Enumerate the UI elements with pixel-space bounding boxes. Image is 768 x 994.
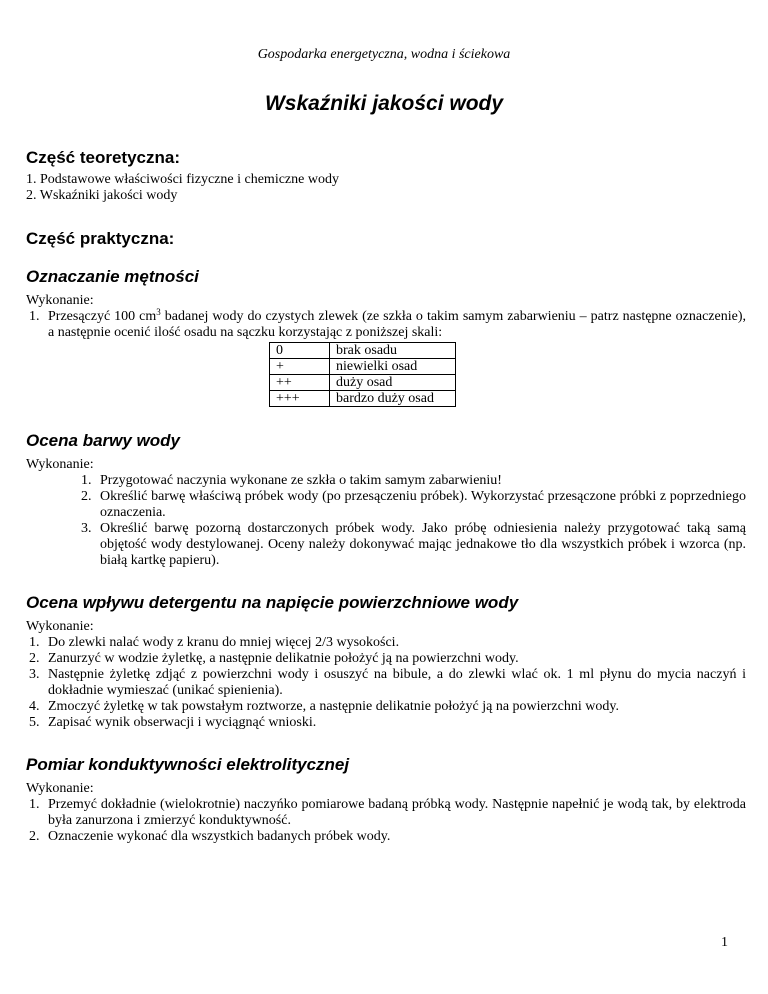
document-title: Wskaźniki jakości wody (264, 92, 504, 115)
color-steps (81, 473, 746, 569)
procedure-step (29, 699, 746, 715)
theory-item: 1. Podstawowe właściwości fizyczne i chemiczne wody (26, 172, 339, 187)
sediment-scale-table (269, 342, 456, 407)
running-header: Gospodarka energetyczna, wodna i ściekowa (257, 47, 511, 62)
theory-list (26, 172, 746, 204)
section-heading-detergent: Ocena wpływu detergentu na napięcie powierzchniowe wody (26, 593, 519, 612)
procedure-step (81, 521, 746, 569)
procedure-step (29, 667, 746, 699)
scale-symbol: 0 (270, 343, 330, 359)
section-heading-conductivity: Pomiar konduktywności elektrolitycznej (26, 755, 350, 774)
step-number: 3. (29, 667, 40, 682)
procedure-step (29, 715, 746, 731)
superscript-exponent: 3 (156, 307, 161, 317)
step-number: 2. (81, 489, 92, 504)
step-text: Następnie żyletkę zdjąć z powierzchni wody i osuszyć na bibule, a do zlewki wlać ok. 1 ml płynu do mycia naczyń i dokładnie wymieszać (unikać spienienia). (48, 667, 746, 698)
step-number: 3. (81, 521, 92, 536)
table-row (270, 391, 456, 407)
theory-item: 2. Wskaźniki jakości wody (26, 188, 178, 203)
step-number: 1. (29, 797, 40, 812)
scale-symbol: +++ (270, 391, 330, 407)
step-number: 1. (29, 309, 40, 324)
section-heading-color: Ocena barwy wody (26, 431, 180, 450)
theory-heading: Część teoretyczna: (26, 148, 181, 167)
practice-heading: Część praktyczna: (26, 229, 175, 248)
procedure-step (29, 307, 746, 341)
table-row (270, 375, 456, 391)
procedure-label: Wykonanie: (26, 457, 94, 472)
conductivity-steps (29, 797, 746, 845)
step-text-part: Przesączyć 100 cm (48, 309, 157, 324)
detergent-steps (29, 635, 746, 731)
page-number: 1 (721, 935, 728, 950)
step-number: 2. (29, 651, 40, 666)
section-heading-turbidity: Oznaczanie mętności (26, 267, 199, 286)
procedure-label: Wykonanie: (26, 293, 94, 308)
procedure-step (29, 829, 746, 845)
scale-description: bardzo duży osad (330, 391, 456, 407)
step-text: Zanurzyć w wodzie żyletkę, a następnie delikatnie położyć ją na powierzchni wody. (48, 651, 519, 666)
procedure-label: Wykonanie: (26, 619, 94, 634)
procedure-step (29, 797, 746, 829)
step-text-part: badanej wody do czystych zlewek (ze szkła o takim samym zabarwieniu – patrz następne oznaczenie), a następnie ocenić ilość osadu na sączku korzystając z poniższej skali: (48, 309, 746, 340)
step-text: Oznaczenie wykonać dla wszystkich badanych próbek wody. (48, 829, 391, 844)
step-number: 4. (29, 699, 40, 714)
step-text: Określić barwę pozorną dostarczonych próbek wody. Jako próbę odniesienia należy przygotować taką samą objętość wody destylowanej. Oceny należy dokonywać mając jednakowe tło dla wszystkich próbek i wzorca (np. białą kartkę papieru). (100, 521, 746, 568)
step-text: Przygotować naczynia wykonane ze szkła o takim samym zabarwieniu! (100, 473, 502, 488)
turbidity-steps (29, 307, 746, 341)
step-number: 5. (29, 715, 40, 730)
scale-description: brak osadu (330, 343, 456, 359)
step-text: Do zlewki nalać wody z kranu do mniej więcej 2/3 wysokości. (48, 635, 400, 650)
procedure-step (81, 473, 746, 489)
step-number: 2. (29, 829, 40, 844)
step-text: Zmoczyć żyletkę w tak powstałym roztworze, a następnie delikatnie położyć ją na powierzchni wody. (48, 699, 619, 714)
scale-description: niewielki osad (330, 359, 456, 375)
scale-symbol: + (270, 359, 330, 375)
table-row (270, 359, 456, 375)
procedure-label: Wykonanie: (26, 781, 94, 796)
step-text: Określić barwę właściwą próbek wody (po przesączeniu próbek). Wykorzystać przesączone próbki z poprzedniego oznaczenia. (100, 489, 746, 520)
scale-description: duży osad (330, 375, 456, 391)
step-number: 1. (81, 473, 92, 488)
step-text: Przemyć dokładnie (wielokrotnie) naczyńko pomiarowe badaną próbką wody. Następnie napełnić je wodą tak, by elektroda była zanurzona i zmierzyć konduktywność. (48, 797, 746, 828)
table-row (270, 343, 456, 359)
procedure-step (29, 635, 746, 651)
step-text: Zapisać wynik obserwacji i wyciągnąć wnioski. (48, 715, 317, 730)
document-body (26, 148, 746, 845)
scale-symbol: ++ (270, 375, 330, 391)
step-number: 1. (29, 635, 40, 650)
procedure-step (29, 651, 746, 667)
procedure-step (81, 489, 746, 521)
